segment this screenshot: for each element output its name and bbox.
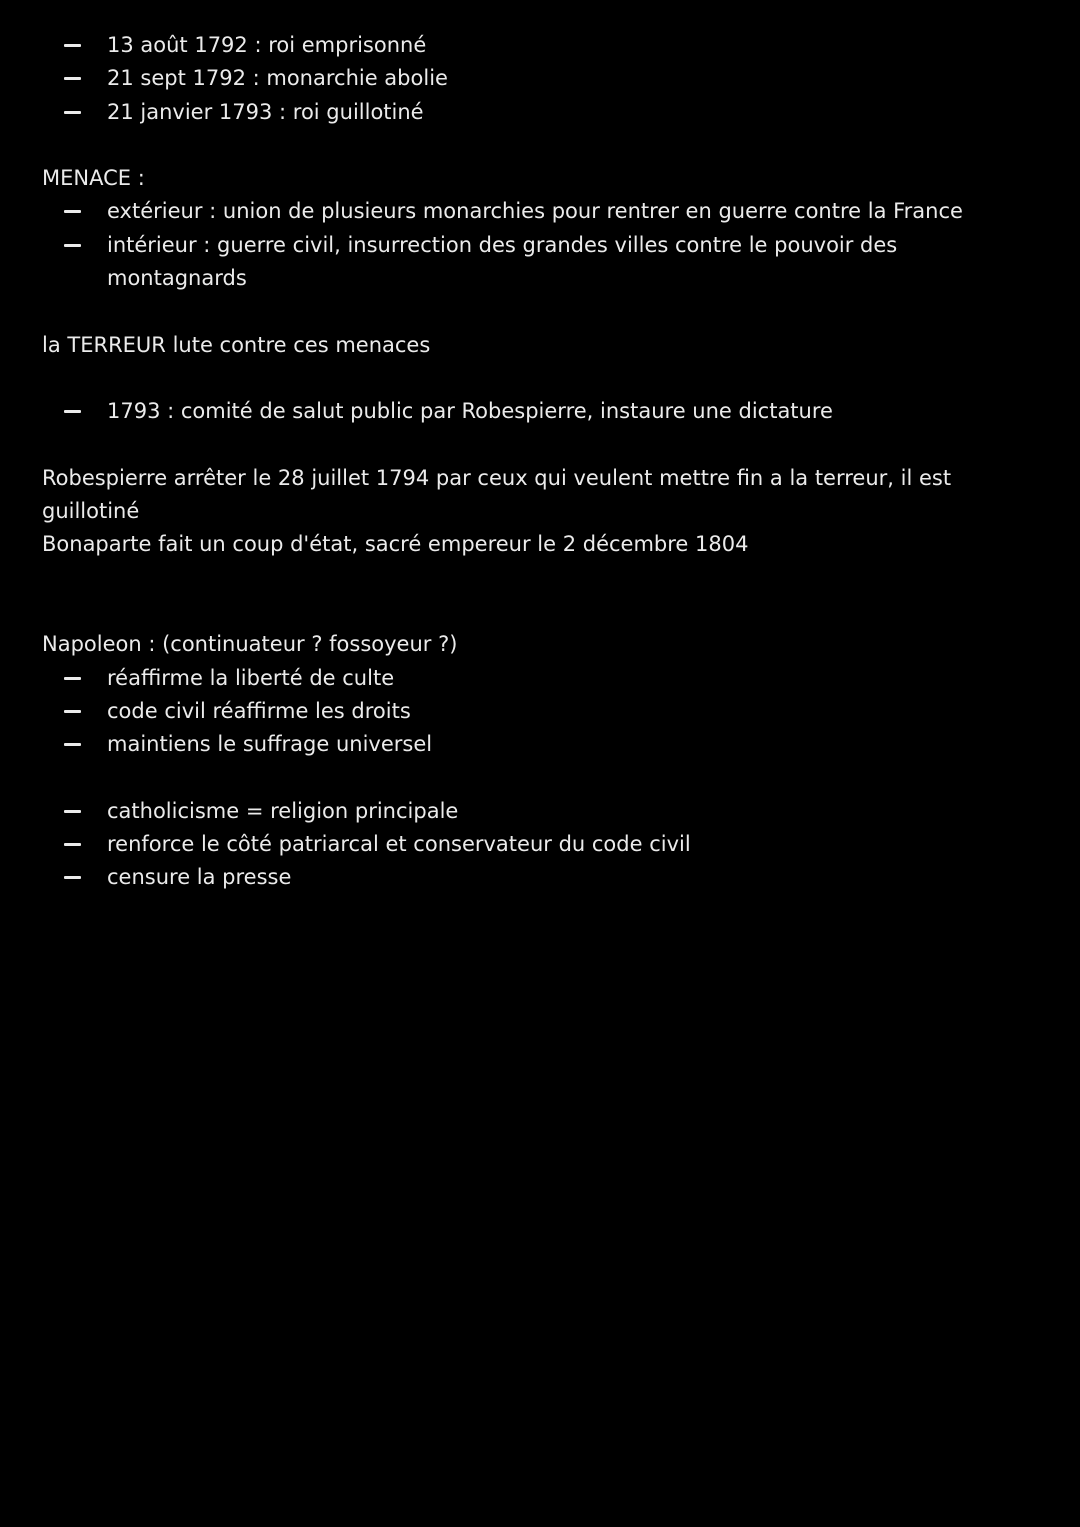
document-body bbox=[42, 29, 1002, 895]
list-item: catholicisme = religion principale bbox=[42, 795, 987, 828]
list-item: réaffirme la liberté de culte bbox=[42, 662, 987, 695]
list-item: 1793 : comité de salut public par Robespierre, instaure une dictature bbox=[42, 395, 987, 428]
terreur-line: la TERREUR lute contre ces menaces bbox=[42, 332, 431, 357]
dash-bullet-icon bbox=[64, 710, 81, 713]
list-item: censure la presse bbox=[42, 861, 987, 894]
spacer bbox=[42, 762, 1002, 795]
dash-bullet-icon bbox=[64, 810, 81, 813]
dash-bullet-icon bbox=[64, 410, 81, 413]
dash-bullet-icon bbox=[64, 876, 81, 879]
list-item: code civil réaffirme les droits bbox=[42, 695, 987, 728]
napoleon-heading: Napoleon : (continuateur ? fossoyeur ?) bbox=[42, 632, 458, 657]
dash-bullet-icon bbox=[64, 244, 81, 247]
terreur-list bbox=[42, 395, 1002, 428]
events-list bbox=[42, 29, 1002, 129]
dash-bullet-icon bbox=[64, 743, 81, 746]
dash-bullet-icon bbox=[64, 77, 81, 80]
dash-bullet-icon bbox=[64, 111, 81, 114]
list-item: 13 août 1792 : roi emprisonné bbox=[42, 29, 987, 62]
list-item: extérieur : union de plusieurs monarchies pour rentrer en guerre contre la France bbox=[42, 195, 987, 228]
dash-bullet-icon bbox=[64, 210, 81, 213]
dash-bullet-icon bbox=[64, 677, 81, 680]
robespierre-paragraph: Robespierre arrêter le 28 juillet 1794 par ceux qui veulent mettre fin a la terreur, il est guillotiné bbox=[42, 465, 952, 524]
spacer bbox=[42, 429, 1002, 462]
spacer bbox=[42, 129, 1002, 162]
menace-list bbox=[42, 195, 1002, 295]
spacer bbox=[42, 562, 1002, 629]
bonaparte-line: Bonaparte fait un coup d'état, sacré empereur le 2 décembre 1804 bbox=[42, 532, 749, 557]
menace-heading: MENACE : bbox=[42, 166, 145, 191]
list-item: 21 sept 1792 : monarchie abolie bbox=[42, 62, 987, 95]
list-item: 21 janvier 1793 : roi guillotiné bbox=[42, 96, 987, 129]
dash-bullet-icon bbox=[64, 843, 81, 846]
napoleon-list-continuateur bbox=[42, 662, 1002, 762]
spacer bbox=[42, 295, 1002, 328]
napoleon-list-fossoyeur bbox=[42, 795, 1002, 895]
list-item: renforce le côté patriarcal et conservateur du code civil bbox=[42, 828, 987, 861]
list-item: maintiens le suffrage universel bbox=[42, 728, 987, 761]
spacer bbox=[42, 362, 1002, 395]
dash-bullet-icon bbox=[64, 44, 81, 47]
list-item: intérieur : guerre civil, insurrection des grandes villes contre le pouvoir des montagnards bbox=[42, 229, 987, 296]
